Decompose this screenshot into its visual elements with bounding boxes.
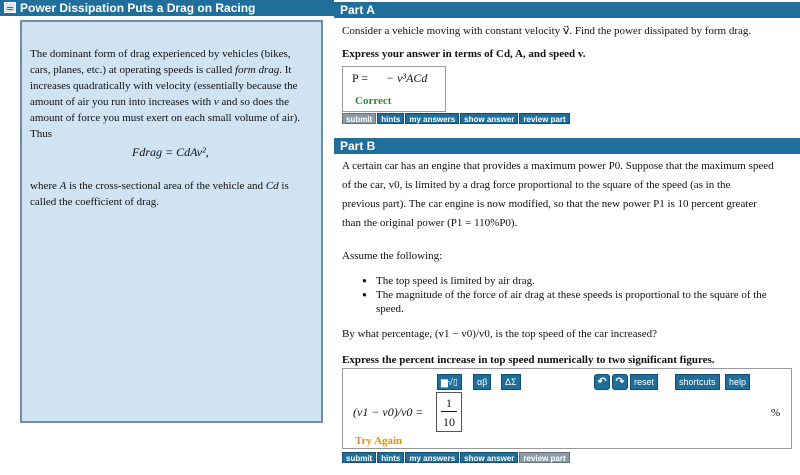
intro-text-3: and so does the amount of force you must exert on each small volume of air). Thus <box>30 96 301 140</box>
part-b-assumptions-list <box>362 274 792 316</box>
fraction-denominator: 10 <box>443 415 455 429</box>
part-b-review-part-button[interactable]: review part <box>519 452 569 463</box>
part-b-status: Try Again <box>355 435 403 447</box>
part-a-answer-label: P = <box>352 71 368 85</box>
part-a-question: Consider a vehicle moving with constant velocity v⃗. Find the power dissipated by form drag. <box>342 25 752 37</box>
part-a-show-answer-button[interactable]: show answer <box>460 113 518 124</box>
list-item: ● The magnitude of the force of air drag at these speeds is proportional to the square of the speed. <box>362 288 792 316</box>
part-b-submit-button[interactable]: submit <box>342 452 376 463</box>
intro-text-4: where <box>30 180 60 192</box>
part-b-answer-input[interactable] <box>436 392 462 432</box>
part-b-text-line-2: of the car, v0, is limited by a drag force proportional to the square of the speed (as in the <box>342 179 731 191</box>
part-a-my-answers-button[interactable]: my answers <box>405 113 459 124</box>
intro-text-2: . It increases quadratically with velocity (essentially because the amount of air you run into increases with <box>30 64 298 108</box>
print-icon[interactable] <box>4 2 16 13</box>
unit-label: % <box>771 407 781 419</box>
intro-text-1: The dominant form of drag experienced by vehicles (bikes, cars, planes, etc.) at operating speeds is called <box>30 48 291 76</box>
problem-title-bar <box>0 0 334 16</box>
part-b-text-line-1: A certain car has an engine that provides a maximum power P0. Suppose that the maximum speed <box>342 160 774 172</box>
reset-button[interactable]: reset <box>630 374 658 390</box>
list-item: ● The top speed is limited by air drag. <box>362 274 792 288</box>
part-a-status: Correct <box>355 95 392 107</box>
part-b-my-answers-button[interactable]: my answers <box>405 452 459 463</box>
part-b-answer-label: (v1 − v0)/v0 = <box>353 405 424 419</box>
shortcuts-button[interactable]: shortcuts <box>675 374 720 390</box>
part-b-text-line-3: previous part). The car engine is now modified, so that the new power P1 is 10 percent greater <box>342 198 757 210</box>
problem-title: Power Dissipation Puts a Drag on Racing <box>20 1 256 15</box>
problem-intro-panel <box>0 0 334 475</box>
part-a-header: Part A <box>334 2 800 18</box>
drag-formula: Fdrag = CdAv², <box>132 145 209 159</box>
intro-text-5: is the cross-sectional area of the vehicle and <box>66 180 266 192</box>
intro-paragraph-2 <box>30 178 310 210</box>
part-a-submit-button[interactable]: submit <box>342 113 376 124</box>
templates-menu-button[interactable]: ▆√▯ <box>437 374 462 390</box>
intro-var-Cd: Cd <box>265 180 279 192</box>
undo-icon[interactable]: ↶ <box>594 374 610 390</box>
equation-editor-toolbar <box>437 373 760 391</box>
fraction-bar <box>441 411 457 412</box>
part-b-button-row <box>342 452 570 463</box>
part-b-assume: Assume the following: <box>342 250 443 262</box>
part-b-text-line-4: than the original power (P1 = 110%P0). <box>342 217 518 229</box>
part-b-hints-button[interactable]: hints <box>377 452 404 463</box>
part-a-review-part-button[interactable]: review part <box>519 113 569 124</box>
part-a-instruction: Express your answer in terms of Cd, A, and speed v. <box>342 48 586 60</box>
part-b-question: By what percentage, (v1 − v0)/v0, is the top speed of the car increased? <box>342 328 658 340</box>
greek-menu-button[interactable]: αβ <box>473 374 491 390</box>
symbols-menu-button[interactable]: ΔΣ <box>501 374 521 390</box>
redo-icon[interactable]: ↷ <box>612 374 628 390</box>
intro-paragraph <box>30 46 310 142</box>
help-button[interactable]: help <box>725 374 750 390</box>
intro-term: form drag <box>234 64 280 76</box>
intro-var-v: v <box>213 96 219 108</box>
fraction-numerator: 1 <box>446 396 452 410</box>
part-b-header: Part B <box>334 138 800 154</box>
part-a-hints-button[interactable]: hints <box>377 113 404 124</box>
part-a-button-row <box>342 113 570 124</box>
intro-text-6: is called the coefficient of drag. <box>30 180 289 208</box>
part-b-show-answer-button[interactable]: show answer <box>460 452 518 463</box>
part-a-answer-value: − v³ACd <box>386 71 428 85</box>
intro-var-A: A <box>59 180 67 192</box>
part-b-instruction: Express the percent increase in top speed numerically to two significant figures. <box>342 354 715 366</box>
